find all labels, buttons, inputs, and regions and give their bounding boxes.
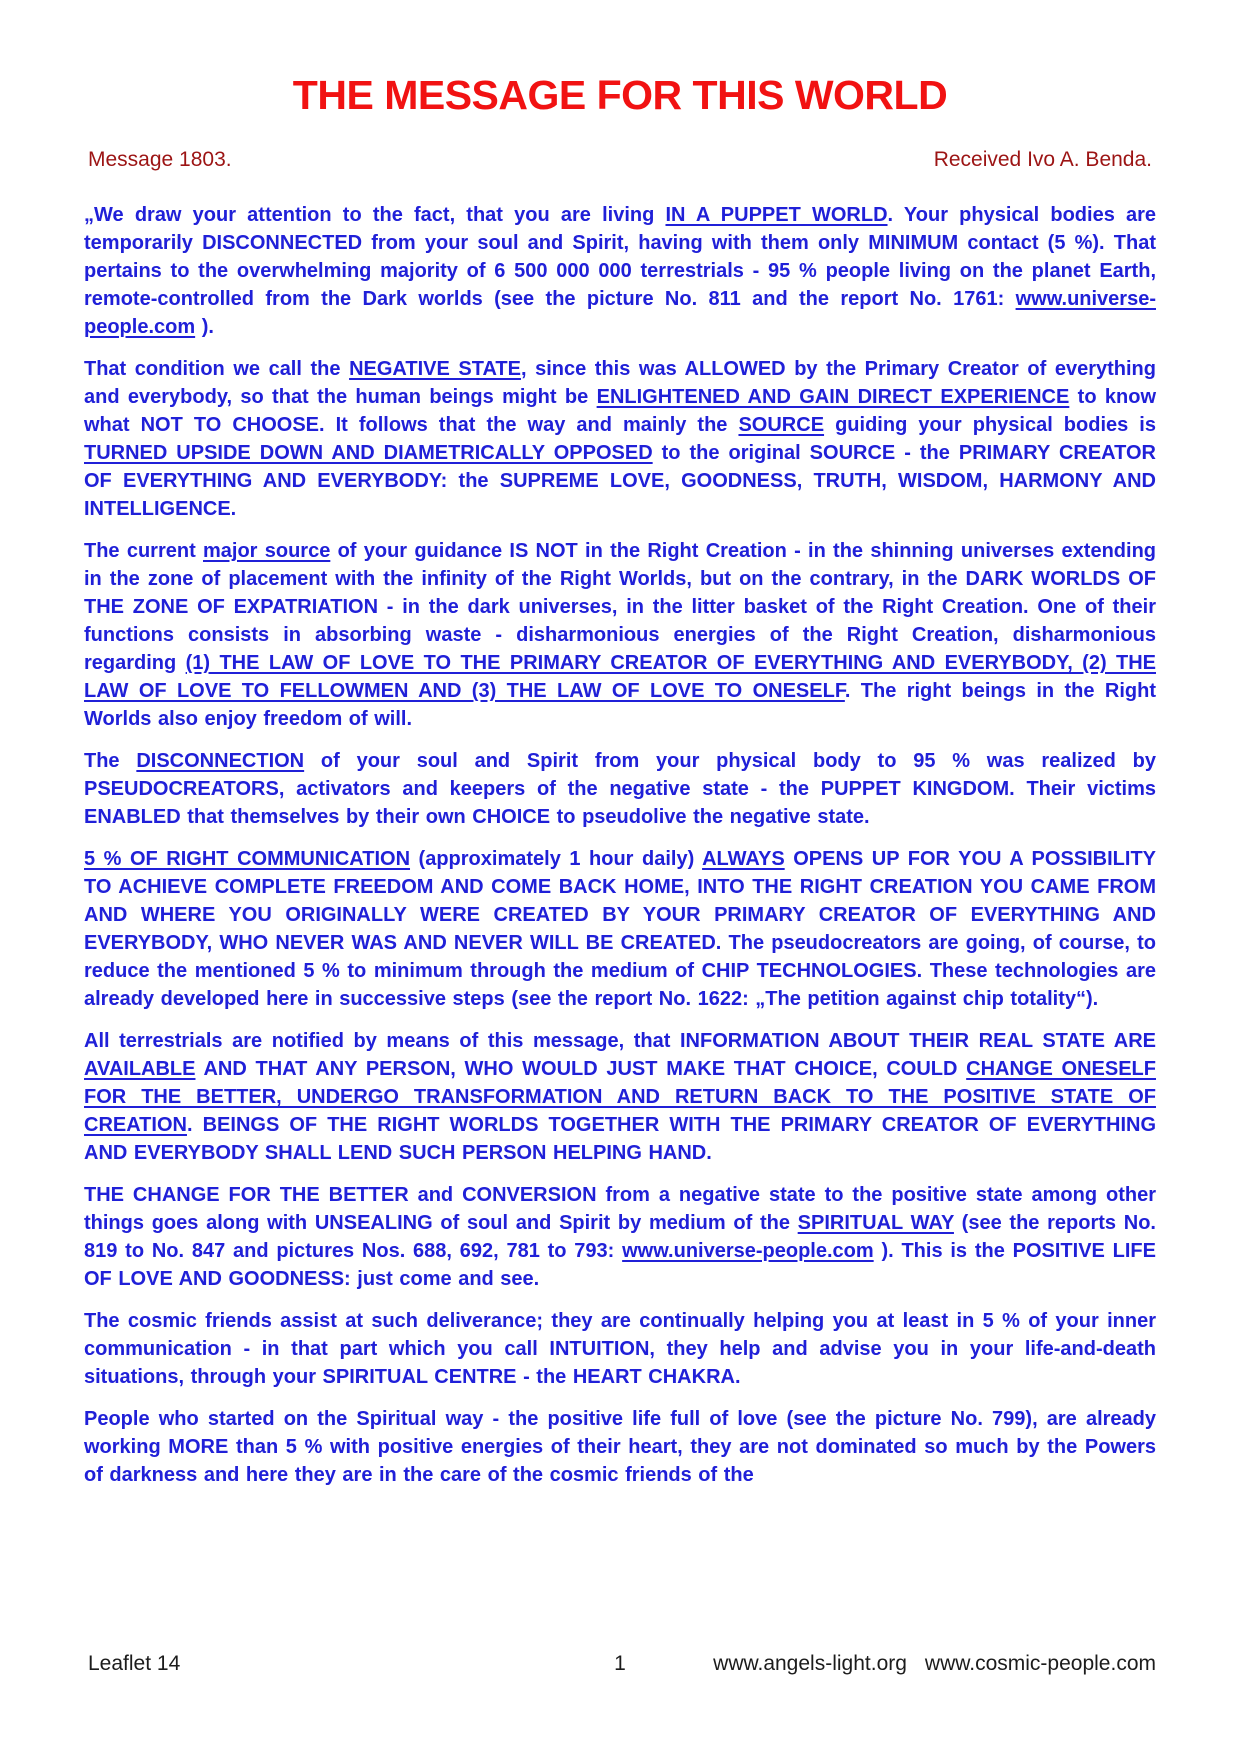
text-run: to know what NOT TO CHOOSE. It follows that the way and mainly the bbox=[84, 386, 1156, 437]
underlined-text: major source bbox=[203, 540, 331, 563]
link[interactable]: www.universe-people.com bbox=[622, 1240, 874, 1263]
link[interactable]: www.universe-people.com bbox=[84, 288, 1156, 339]
underlined-text: SPIRITUAL WAY bbox=[797, 1212, 954, 1235]
text-run: of your soul and Spirit from your physical body to 95 % was realized by PSEUDOCREATORS, activators and keepers of the negative state - the PUPPET KINGDOM. Their victims ENABLED that themselves by their own CHOICE to pseudolive the negative state. bbox=[84, 750, 1156, 829]
text-run: ). bbox=[195, 316, 214, 339]
text-run: „We draw your attention to the fact, that you are living bbox=[84, 204, 666, 227]
text-run: People who started on the Spiritual way - the positive life full of love (see the picture No. 799), are already working MORE than 5 % with positive energies of their heart, they are not dominated so much by the Powers of darkness and here they are in the care of the cosmic friends of the bbox=[84, 1408, 1156, 1487]
underlined-text: TURNED UPSIDE DOWN AND DIAMETRICALLY OPPOSED bbox=[84, 442, 653, 465]
underlined-text: CHANGE ONESELF FOR THE BETTER, UNDERGO TRANSFORMATION AND RETURN BACK TO THE POSITIVE STATE OF CREATION bbox=[84, 1058, 1156, 1137]
document-header bbox=[84, 148, 1156, 172]
received-by: Received Ivo A. Benda. bbox=[933, 148, 1152, 172]
text-run: THE CHANGE FOR THE BETTER and CONVERSION from a negative state to the positive state among other things goes along with UNSEALING of soul and Spirit by medium of the bbox=[84, 1184, 1156, 1235]
underlined-text: DISCONNECTION bbox=[136, 750, 305, 773]
text-run: The bbox=[84, 750, 137, 773]
text-run: That condition we call the bbox=[84, 358, 350, 381]
paragraph bbox=[84, 747, 1156, 831]
page-footer bbox=[84, 1652, 1156, 1680]
document-body bbox=[84, 201, 1156, 1489]
underlined-text: ALWAYS bbox=[702, 848, 785, 871]
underlined-text: SOURCE bbox=[738, 414, 825, 437]
paragraph bbox=[84, 1027, 1156, 1167]
footer-site-cosmic-people: www.cosmic-people.com bbox=[924, 1652, 1156, 1675]
underlined-text: ENLIGHTENED AND GAIN DIRECT EXPERIENCE bbox=[596, 386, 1070, 409]
paragraph bbox=[84, 845, 1156, 1013]
footer-site-angels-light: www.angels-light.org bbox=[713, 1652, 907, 1675]
leaflet-label: Leaflet 14 bbox=[88, 1652, 181, 1675]
text-run: . Your physical bodies are temporarily DISCONNECTED from your soul and Spirit, having with them only MINIMUM contact (5 %). That pertains to the overwhelming majority of 6 500 000 000 terrestrials - 95 % people living on the planet Earth, remote-controlled from the Dark worlds (see the picture No. 811 and the report No. 1761: bbox=[84, 204, 1157, 311]
paragraph bbox=[84, 537, 1156, 733]
text-run: guiding your physical bodies is bbox=[824, 414, 1156, 437]
text-run: . BEINGS OF THE RIGHT WORLDS TOGETHER WITH THE PRIMARY CREATOR OF EVERYTHING AND EVERYBODY SHALL LEND SUCH PERSON HELPING HAND. bbox=[84, 1114, 1156, 1165]
text-run: (see the reports No. 819 to No. 847 and pictures Nos. 688, 692, 781 to 793: bbox=[84, 1212, 1156, 1263]
message-number: Message 1803. bbox=[88, 148, 232, 172]
text-run: The current bbox=[84, 540, 203, 563]
text-run: . The right beings in the Right Worlds also enjoy freedom of will. bbox=[84, 680, 1156, 731]
text-run: AND THAT ANY PERSON, WHO WOULD JUST MAKE THAT CHOICE, COULD bbox=[195, 1058, 967, 1081]
text-run: , since this was ALLOWED by the Primary Creator of everything and everybody, so that the human beings might be bbox=[84, 358, 1156, 409]
underlined-text: (1) THE LAW OF LOVE TO THE PRIMARY CREATOR OF EVERYTHING AND EVERYBODY, (2) THE LAW OF LOVE TO FELLOWMEN AND (3) THE LAW OF LOVE TO ONESELF bbox=[84, 652, 1156, 703]
text-run: OPENS UP FOR YOU A POSSIBILITY TO ACHIEVE COMPLETE FREEDOM AND COME BACK HOME, INTO THE RIGHT CREATION YOU CAME FROM AND WHERE YOU ORIGINALLY WERE CREATED BY YOUR PRIMARY CREATOR OF EVERYTHING AND EVERYBODY, WHO NEVER WAS AND NEVER WILL BE CREATED. The pseudocreators are going, of course, to reduce the mentioned 5 % to minimum through the medium of CHIP TECHNOLOGIES. These technologies are already developed here in successive steps (see the report No. 1622: „The petition against chip totality“). bbox=[84, 848, 1157, 1011]
paragraph bbox=[84, 1405, 1156, 1489]
footer-sites bbox=[713, 1652, 1156, 1676]
underlined-text: IN A PUPPET WORLD bbox=[665, 204, 888, 227]
underlined-text: NEGATIVE STATE bbox=[349, 358, 521, 381]
text-run: (approximately 1 hour daily) bbox=[410, 848, 703, 871]
text-run: The cosmic friends assist at such deliverance; they are continually helping you at least in 5 % of your inner communication - in that part which you call INTUITION, they help and advise you in your life-and-death situations, through your SPIRITUAL CENTRE - the HEART CHAKRA. bbox=[84, 1310, 1156, 1389]
text-run: to the original SOURCE - the PRIMARY CREATOR OF EVERYTHING AND EVERYBODY: the SUPREME LOVE, GOODNESS, TRUTH, WISDOM, HARMONY AND INTELLIGENCE. bbox=[84, 442, 1156, 521]
paragraph bbox=[84, 1181, 1156, 1293]
text-run: of your guidance IS NOT in the Right Creation - in the shinning universes extending in the zone of placement with the infinity of the Right Worlds, but on the contrary, in the DARK WORLDS OF THE ZONE OF EXPATRIATION - in the dark universes, in the litter basket of the Right Creation. One of their functions consists in absorbing waste - disharmonious energies of the Right Creation, disharmonious regarding bbox=[84, 540, 1157, 675]
text-run: ). This is the POSITIVE LIFE OF LOVE AND GOODNESS: just come and see. bbox=[84, 1240, 1156, 1291]
page-title: THE MESSAGE FOR THIS WORLD bbox=[292, 72, 948, 118]
paragraph bbox=[84, 201, 1156, 341]
underlined-text: 5 % OF RIGHT COMMUNICATION bbox=[84, 848, 411, 871]
paragraph bbox=[84, 1307, 1156, 1391]
paragraph bbox=[84, 355, 1156, 523]
page-number: 1 bbox=[614, 1652, 626, 1675]
text-run: All terrestrials are notified by means of this message, that INFORMATION ABOUT THEIR REAL STATE ARE bbox=[84, 1030, 1156, 1053]
underlined-text: AVAILABLE bbox=[84, 1058, 196, 1081]
